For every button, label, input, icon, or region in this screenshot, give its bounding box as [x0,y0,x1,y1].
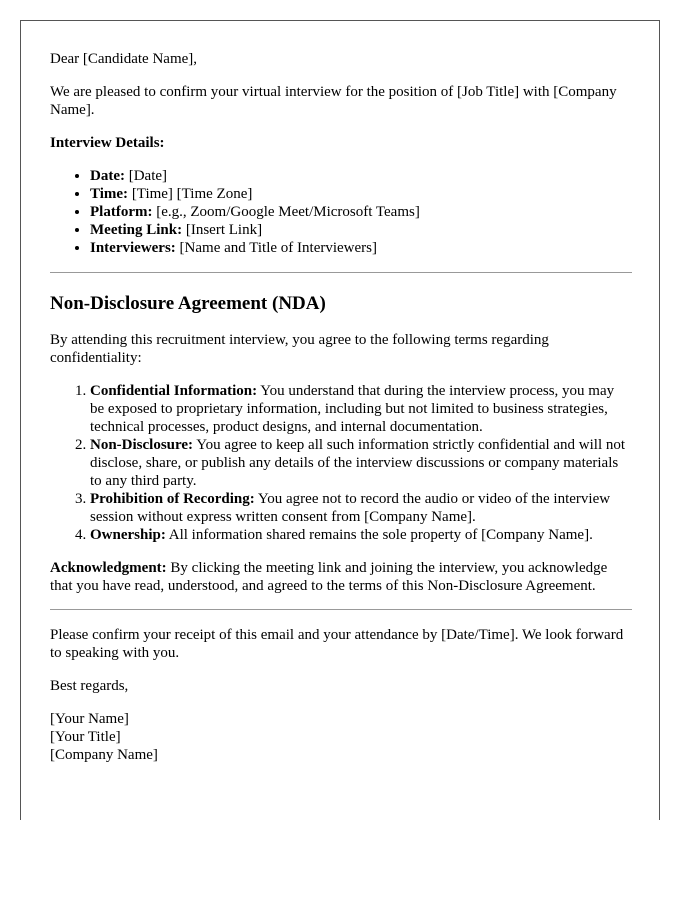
list-item-meeting-link [90,221,632,239]
nda-term-non-disclosure [90,436,632,490]
list-item-date [90,167,632,185]
signature-company: [Company Name] [50,747,158,763]
letter-content [50,50,632,764]
acknowledgment-paragraph [50,559,632,595]
acknowledgment-label: Acknowledgment: [50,560,167,576]
term-text: You understand that during the interview process, you may be exposed to proprietary information, including but not limited to business strategies, technical processes, product designs, and internal documentation. [90,383,615,435]
acknowledgment-text: By clicking the meeting link and joining the interview, you acknowledge that you have read, understood, and agreed to the terms of this Non-Disclosure Agreement. [50,560,608,594]
list-item-platform [90,203,632,221]
list-item-interviewers [90,239,632,257]
list-item-time [90,185,632,203]
nda-term-ownership [90,526,632,544]
nda-title: Non-Disclosure Agreement (NDA) [50,293,326,314]
nda-term-prohibition-of-recording [90,490,632,526]
signature-block [50,710,632,764]
term-label: Prohibition of Recording: [90,491,255,507]
term-label: Ownership: [90,527,166,543]
intro-paragraph: We are pleased to confirm your virtual interview for the position of [Job Title] with [Company Name]. [50,84,617,118]
interview-details-heading: Interview Details: [50,135,165,151]
date-value: [Date] [124,168,168,184]
section-divider [50,272,632,273]
signature-name: [Your Name] [50,711,129,727]
interviewers-value: [Name and Title of Interviewers] [175,240,377,256]
nda-term-confidential-information [90,382,632,436]
letter-frame [20,20,660,820]
signature-title: [Your Title] [50,729,121,745]
section-divider [50,609,632,610]
greeting: Dear [Candidate Name], [50,51,198,67]
confirm-request: Please confirm your receipt of this email and your attendance by [Date/Time]. We look forward to speaking with you. [50,627,624,661]
interviewers-label: Interviewers: [90,240,176,256]
date-label: Date: [90,168,125,184]
meeting-link-value: [Insert Link] [182,222,263,238]
platform-label: Platform: [90,204,153,220]
interview-details-list [50,167,632,257]
nda-intro: By attending this recruitment interview, you agree to the following terms regarding confidentiality: [50,332,549,366]
term-label: Non-Disclosure: [90,437,194,453]
term-text: You agree not to record the audio or video of the interview session without express written consent from [Company Name]. [90,491,611,525]
time-value: [Time] [Time Zone] [128,186,253,202]
meeting-link-label: Meeting Link: [90,222,183,238]
term-text: All information shared remains the sole property of [Company Name]. [165,527,593,543]
time-label: Time: [90,186,129,202]
nda-terms-list [50,382,632,544]
platform-value: [e.g., Zoom/Google Meet/Microsoft Teams] [152,204,420,220]
closing: Best regards, [50,678,129,694]
term-text: You agree to keep all such information strictly confidential and will not disclose, share, or publish any details of the interview discussions or company materials to any third party. [90,437,626,489]
term-label: Confidential Information: [90,383,258,399]
